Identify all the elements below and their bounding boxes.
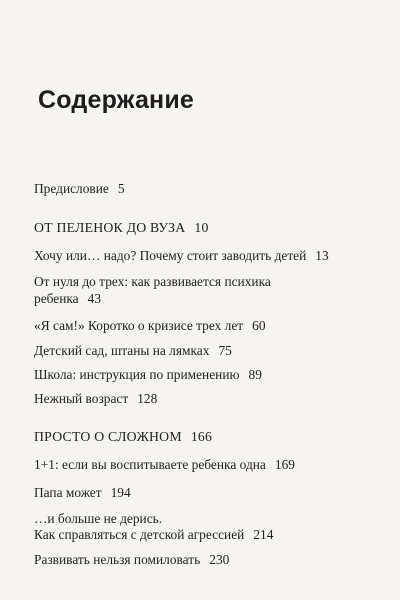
toc-entry-title: Хочу или… надо? Почему стоит заводить детей — [34, 248, 307, 263]
toc-entry-page: 75 — [218, 343, 232, 358]
toc-entry — [34, 342, 232, 359]
toc-entry-continuation — [34, 290, 101, 307]
toc-entry — [34, 247, 329, 264]
toc-entry-continuation — [34, 526, 273, 543]
toc-entry-page: 128 — [137, 391, 158, 406]
toc-entry-page: 194 — [110, 485, 131, 500]
toc-section-title: ОТ ПЕЛЕНОК ДО ВУЗА — [34, 220, 186, 235]
toc-entry — [34, 317, 266, 334]
toc-entry — [34, 551, 229, 568]
toc-entry-page: 60 — [252, 318, 266, 333]
toc-entry-page: 5 — [117, 181, 125, 196]
toc-entry-title: «Я сам!» Коротко о кризисе трех лет — [34, 318, 244, 333]
toc-entry-title-cont: Как справляться с детской агрессией — [34, 527, 245, 542]
toc-entry-title: …и больше не дерись. — [34, 511, 163, 526]
toc-entry — [34, 390, 157, 407]
toc-section-page: 166 — [190, 429, 213, 444]
toc-section-page: 10 — [194, 220, 209, 235]
toc-entry-page: 89 — [248, 367, 262, 382]
toc-entry-title: Нежный возраст — [34, 391, 129, 406]
toc-entry-title: Предисловие — [34, 181, 109, 196]
toc-entry — [34, 456, 295, 473]
toc-entry-page: 230 — [209, 552, 230, 567]
toc-entry — [34, 273, 271, 290]
toc-entry-page: 43 — [87, 291, 102, 306]
toc-entry-title: От нуля до трех: как развивается психика — [34, 274, 271, 289]
toc-entry-title: Развивать нельзя помиловать — [34, 552, 201, 567]
toc-entry-page: 13 — [315, 248, 329, 263]
toc-section-heading — [34, 219, 209, 236]
toc-entry — [34, 366, 262, 383]
toc-entry-title: Школа: инструкция по применению — [34, 367, 240, 382]
toc-entry-page: 169 — [274, 457, 295, 472]
toc-entry-preface — [34, 180, 125, 197]
toc-section-heading — [34, 428, 212, 445]
toc-entry — [34, 484, 131, 501]
page-title: Содержание — [38, 86, 195, 114]
toc-section-title: ПРОСТО О СЛОЖНОМ — [34, 429, 182, 444]
toc-entry-title-cont: ребенка — [34, 291, 79, 306]
toc-entry-page: 214 — [253, 527, 274, 542]
toc-entry-title: Детский сад, штаны на лямках — [34, 343, 210, 358]
toc-entry-title: Папа может — [34, 485, 102, 500]
toc-entry — [34, 510, 162, 527]
toc-entry-title: 1+1: если вы воспитываете ребенка одна — [34, 457, 266, 472]
